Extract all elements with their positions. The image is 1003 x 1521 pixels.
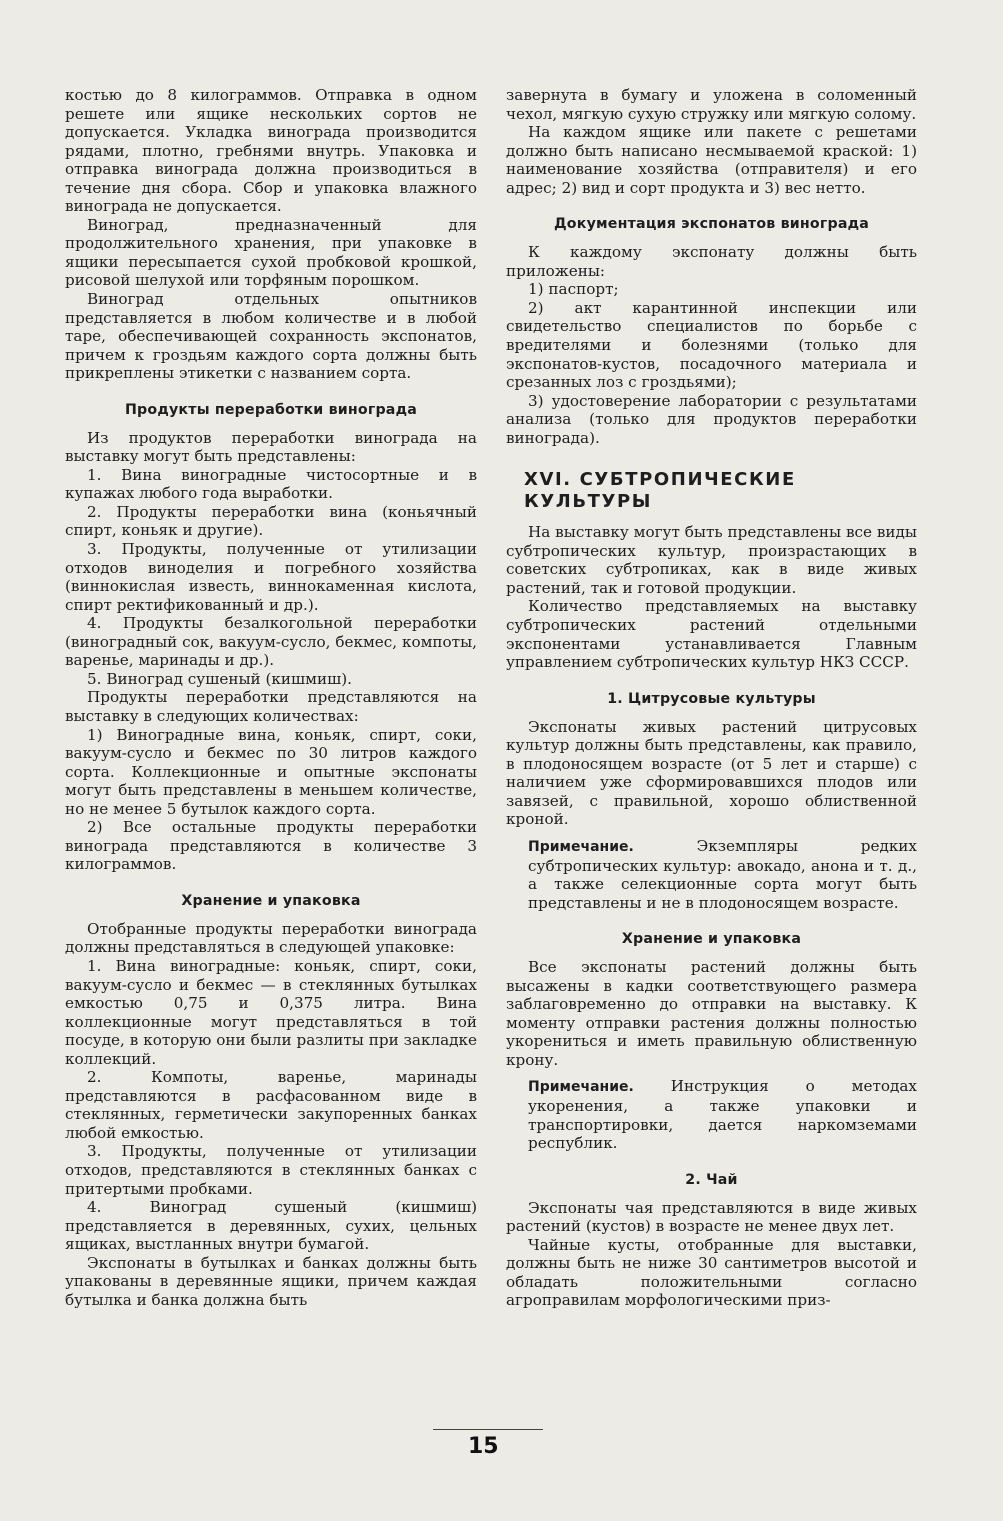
section-heading-citrus: 1. Цитрусовые культуры: [607, 690, 816, 707]
paragraph: Количество представляемых на выставку субтропических растений отдельными экспонентами устанавливается Главным управлением субтропических культур НКЗ СССР.: [506, 597, 917, 672]
paragraph: костью до 8 килограммов. Отправка в одном решете или ящике нескольких сортов не допускается. Укладка винограда производится рядами, плотно, гребнями внутрь. Упаковка и отправка винограда должна производиться в течение дня сбора. Сбор и упаковка влажного винограда не допускается.: [65, 86, 477, 216]
right-column: [506, 86, 917, 1310]
list-item: 1. Вина виноградные чистосортные и в купажах любого года выработки.: [65, 465, 477, 503]
note-label: Примечание.: [528, 838, 634, 855]
paragraph: На выставку могут быть представлены все виды субтропических культур, произрастающих в советских субтропиках, как в виде живых растений, так и готовой продукции.: [506, 523, 917, 597]
paragraph: Чайные кусты, отобранные для выставки, должны быть не ниже 30 сантиметров высотой и обладать положительными согласно агроправилам морфологическими приз-: [506, 1235, 917, 1310]
note: [506, 837, 917, 912]
section-heading-tea: 2. Чай: [685, 1171, 738, 1188]
note-text: Экземпляры редких субтропических культур: авокадо, анона и т. д., а также селекционные сорта могут быть представлены и не в плодоносящем возрасте.: [528, 836, 917, 912]
list-item: 1) Виноградные вина, коньяк, спирт, соки, вакуум-сусло и бекмес по 30 литров каждого сорта. Коллекционные и опытные экспонаты могут быть представлены в меньшем количестве, но не менее 5 бутылок каждого сорта.: [65, 725, 477, 818]
paragraph: Виноград отдельных опытников представляется в любом количестве и в любой таре, обеспечивающей сохранность экспонатов, причем к гроздьям каждого сорта должны быть прикреплены этикетки с названием сорта.: [65, 290, 477, 383]
left-column: [65, 86, 477, 1309]
section-heading-storage: Хранение и упаковка: [181, 892, 361, 909]
note-text: Инструкция о методах укоренения, а также упаковки и транспортировки, дается наркомземами республик.: [528, 1077, 918, 1153]
paragraph: завернута в бумагу и уложена в соломенный чехол, мягкую сухую стружку или мягкую солому.: [506, 86, 917, 123]
list-item: 2. Компоты, варенье, маринады представляются в расфасованном виде в стеклянных, герметически закупоренных банках любой емкостью.: [65, 1068, 477, 1142]
note-label: Примечание.: [528, 1079, 634, 1096]
list-item: 1. Вина виноградные: коньяк, спирт, соки, вакуум-сусло и бекмес — в стеклянных бутылках емкостью 0,75 и 0,375 литра. Вина коллекционные могут представляться в той посуде, в которую они были разлиты при закладке коллекций.: [65, 956, 477, 1068]
paragraph: К каждому экспонату должны быть приложены:: [506, 243, 917, 280]
footer-rule: [433, 1429, 543, 1430]
list-item: 4. Виноград сушеный (кишмиш) представляется в деревянных, сухих, цельных ящиках, выстланных внутри бумагой.: [65, 1198, 477, 1254]
section-heading-products: Продукты переработки винограда: [124, 401, 418, 418]
chapter-heading: XVI. СУБТРОПИЧЕСКИЕ КУЛЬТУРЫ: [524, 469, 796, 513]
list-item: 1) паспорт;: [528, 280, 619, 299]
list-item: 2) акт карантинной инспекции или свидетельство специалистов по борьбе с вредителями и болезнями (только для экспонатов-кустов, посадочного материала и срезанных лоз с гроздьями);: [506, 298, 917, 392]
paragraph: Виноград, предназначенный для продолжительного хранения, при упаковке в ящики пересыпается сухой пробковой крошкой, рисовой шелухой или торфяным порошком.: [65, 215, 477, 290]
paragraph: Экспонаты чая представляются в виде живых растений (кустов) в возрасте не менее двух лет.: [506, 1198, 917, 1236]
section-heading-docs: Документация экспонатов винограда: [553, 216, 870, 233]
paragraph: Продукты переработки представляются на выставку в следующих количествах:: [65, 688, 477, 725]
list-item: 3. Продукты, полученные от утилизации отходов виноделия и погребного хозяйства (виннокислая известь, виннокаменная кислота, спирт ректификованный и др.).: [65, 540, 477, 614]
list-item: 4. Продукты безалкогольной переработки (виноградный сок, вакуум-сусло, бекмес, компоты, варенье, маринады и др.).: [65, 614, 477, 670]
list-item: 2) Все остальные продукты переработки винограда представляются в количестве 3 килограммов.: [65, 818, 477, 874]
list-item: 3. Продукты, полученные от утилизации отходов, представляются в стеклянных банках с притертыми пробками.: [65, 1142, 477, 1198]
list-item: 3) удостоверение лаборатории с результатами анализа (только для продуктов переработки винограда).: [506, 391, 917, 447]
paragraph: На каждом ящике или пакете с решетами должно быть написано несмываемой краской: 1) наименование хозяйства (отправителя) и его адрес; 2) вид и сорт продукта и 3) вес нетто.: [506, 123, 917, 197]
paragraph: Экспонаты живых растений цитрусовых культур должны быть представлены, как правило, в плодоносящем возрасте (от 5 лет и старше) с наличием уже сформировавшихся плодов или завязей, с правильной, хорошо облиственной кроной.: [506, 717, 917, 829]
section-heading-storage-2: Хранение и упаковка: [621, 931, 802, 948]
note: [506, 1077, 917, 1152]
list-item: 5. Виноград сушеный (кишмиш).: [87, 669, 352, 688]
paragraph: Отобранные продукты переработки винограда должны представляться в следующей упаковке:: [65, 919, 477, 957]
paragraph: Все экспонаты растений должны быть высажены в кадки соответствующего размера заблаговременно до отправки на выставку. К моменту отправки растения должны полностью укорениться и иметь правильную облиственную крону.: [506, 958, 917, 1069]
paragraph: Экспонаты в бутылках и банках должны быть упакованы в деревянные ящики, причем каждая бутылка и банка должна быть: [65, 1253, 477, 1309]
paragraph: Из продуктов переработки винограда на выставку могут быть представлены:: [65, 428, 477, 466]
page-number: 15: [468, 1434, 499, 1459]
list-item: 2. Продукты переработки вина (коньячный спирт, коньяк и другие).: [65, 502, 477, 540]
